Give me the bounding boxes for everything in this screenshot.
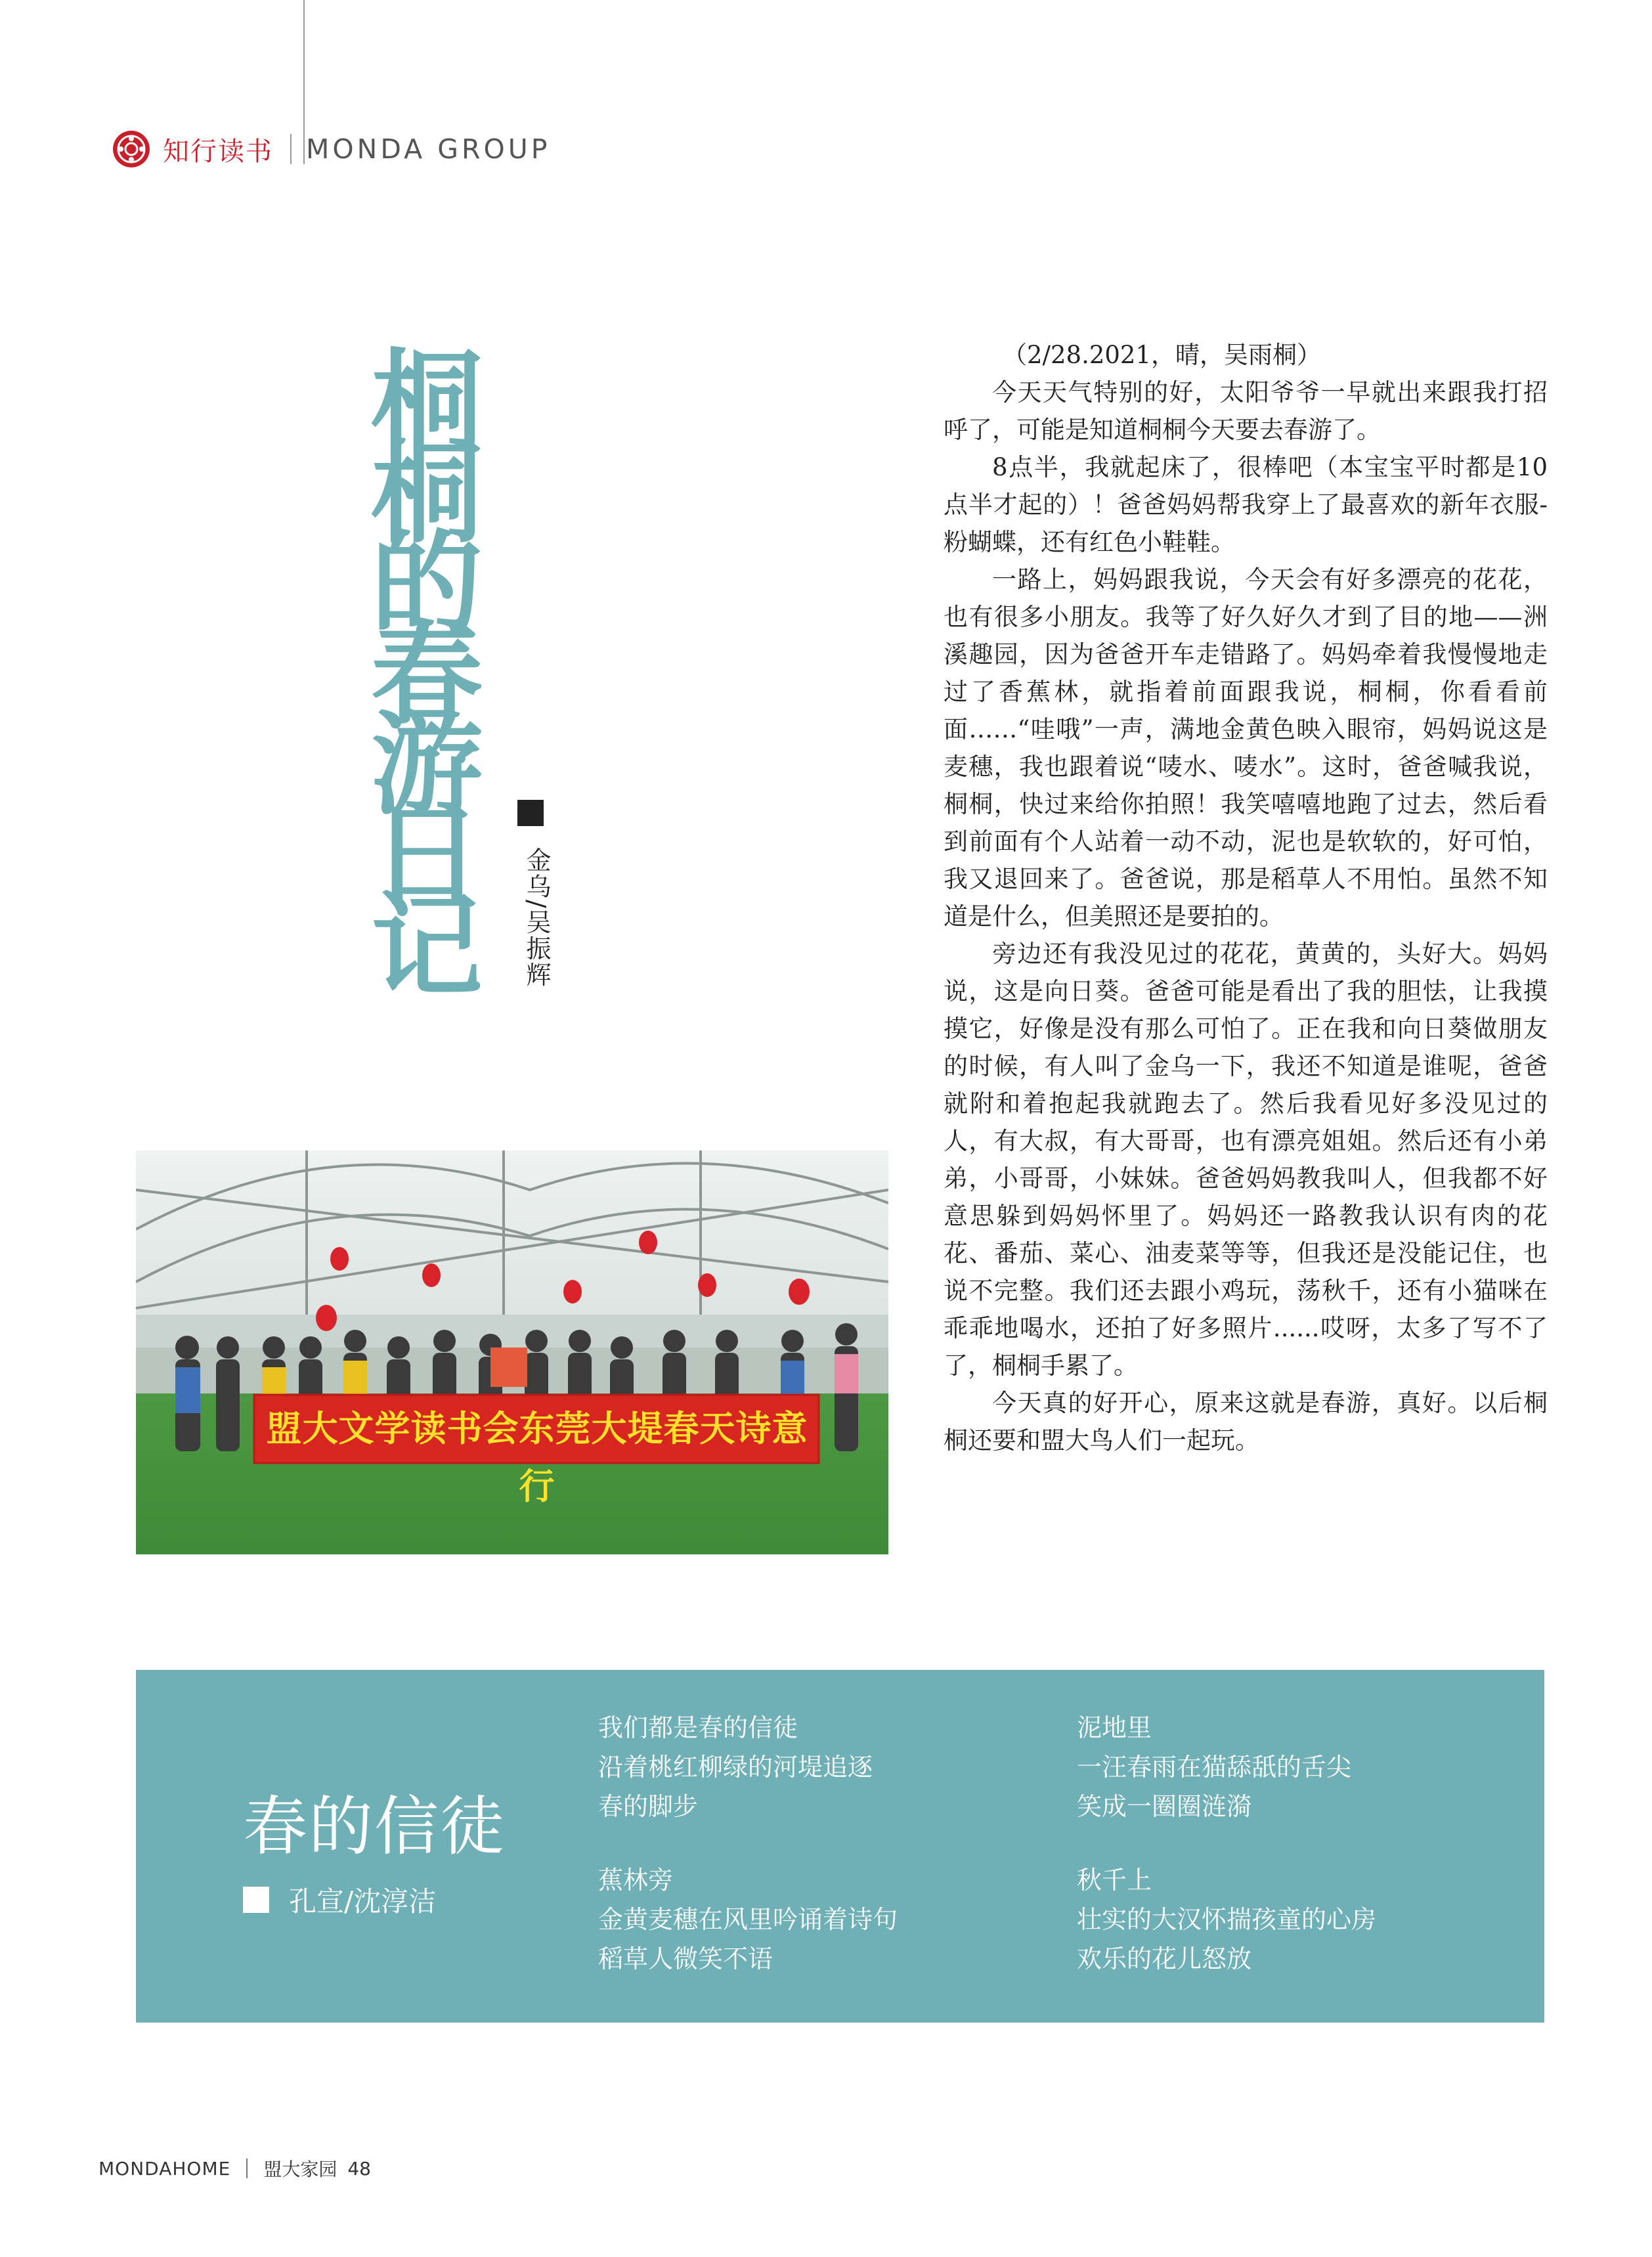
page-number: 48 <box>347 2157 371 2180</box>
article-paragraph: 8点半，我就起床了，很棒吧（本宝宝平时都是10点半才起的）！爸爸妈妈帮我穿上了最喜欢的新年衣服-粉蝴蝶，还有红色小鞋鞋。 <box>944 453 1548 556</box>
poem-line: 欢乐的花儿怒放 <box>1077 1944 1252 1973</box>
poem-line: 一汪春雨在猫舔舐的舌尖 <box>1077 1753 1352 1782</box>
article-paragraph: 今天天气特别的好，太阳爷爷一早就出来跟我打招呼了，可能是知道桐桐今天要去春游了。 <box>944 378 1548 444</box>
article-paragraph: 旁边还有我没见过的花花，黄黄的，头好大。妈妈说，这是向日葵。爸爸可能是看出了我的胆怯，让我摸摸它，好像是没有那么可怕了。正在我和向日葵做朋友的时候，有人叫了金乌一下，我还不知道是谁呢，爸爸就附和着抱起我就跑去了。然后我看见好多没见过的人，有大叔，有大哥哥，也有漂亮姐姐。然后还有小弟弟，小哥哥，小妹妹。爸爸妈妈教我叫人，但我都不好意思躲到妈妈怀里了。妈妈还一路教我认识有肉的花花、番茄、菜心、油麦菜等等，但我还是没能记住，也说不完整。我们还去跟小鸡玩，荡秋千，还有小猫咪在乖乖地喝水，还拍了好多照片......哎呀，太多了写不了了，桐桐手累了。 <box>944 940 1548 1380</box>
poem-line: 蕉林旁 <box>598 1866 674 1895</box>
poem-line: 沿着桃红柳绿的河堤追逐 <box>598 1753 873 1782</box>
article-title: 桐桐的春游日记 <box>370 338 483 1012</box>
poem-box <box>136 1670 1544 2023</box>
poem-line: 壮实的大汉怀揣孩童的心房 <box>1077 1905 1377 1934</box>
poem-author <box>243 1880 436 1919</box>
header-separator <box>290 134 292 164</box>
article-body <box>944 336 1548 1459</box>
greenhouse-photo-illustration <box>136 1150 888 1554</box>
footer-brand: MONDAHOME <box>98 2157 231 2180</box>
column-name: 知行读书 <box>163 136 273 167</box>
photo-banner-text: 盟大文学读书会东莞大堤春天诗意行 <box>266 1408 808 1507</box>
poem-line: 笑成一圈圈涟漪 <box>1077 1792 1252 1821</box>
byline-square-icon <box>517 800 544 826</box>
article-paragraph: 今天真的好开心，原来这就是春游，真好。以后桐桐还要和盟大鸟人们一起玩。 <box>944 1389 1548 1455</box>
page-header <box>112 129 551 169</box>
article-date-line: （2/28.2021，晴，吴雨桐） <box>1003 341 1322 369</box>
poem-line: 春的脚步 <box>598 1792 699 1821</box>
poem-line: 金黄麦穗在风里吟诵着诗句 <box>598 1905 898 1934</box>
footer-magazine: 盟大家园 <box>263 2158 337 2180</box>
poem-stanza <box>598 1860 898 1979</box>
poem-stanza <box>598 1708 873 1826</box>
monda-logo-icon <box>112 129 151 169</box>
poem-title: 春的信徒 <box>243 1789 506 1864</box>
poem-author-name: 孔宣/沈淳洁 <box>289 1885 437 1917</box>
poem-stanza <box>1077 1708 1351 1826</box>
footer-separator <box>246 2158 248 2178</box>
poem-line: 秋千上 <box>1077 1866 1152 1895</box>
author-square-icon <box>243 1887 269 1913</box>
poem-line: 泥地里 <box>1077 1713 1152 1742</box>
article-byline: 金乌/吴振辉 <box>522 847 551 988</box>
poem-stanza <box>1077 1860 1376 1979</box>
poem-line: 稻草人微笑不语 <box>598 1944 773 1973</box>
article-paragraph: 一路上，妈妈跟我说，今天会有好多漂亮的花花，也有很多小朋友。我等了好久好久才到了目的地——洲溪趣园，因为爸爸开车走错路了。妈妈牵着我慢慢地走过了香蕉林，就指着前面跟我说，桐桐，你看看前面……“哇哦”一声，满地金黄色映入眼帘，妈妈说这是麦穗，我也跟着说“唛水、唛水”。这时，爸爸喊我说，桐桐，快过来给你拍照！我笑嘻嘻地跑了过去，然后看到前面有个人站着一动不动，泥也是软软的，好可怕，我又退回来了。爸爸说，那是稻草人不用怕。虽然不知道是什么，但美照还是要拍的。 <box>944 565 1548 931</box>
group-name: MONDA GROUP <box>306 133 551 165</box>
page-footer <box>98 2155 371 2181</box>
group-photo <box>136 1150 888 1554</box>
poem-line: 我们都是春的信徒 <box>598 1713 798 1742</box>
